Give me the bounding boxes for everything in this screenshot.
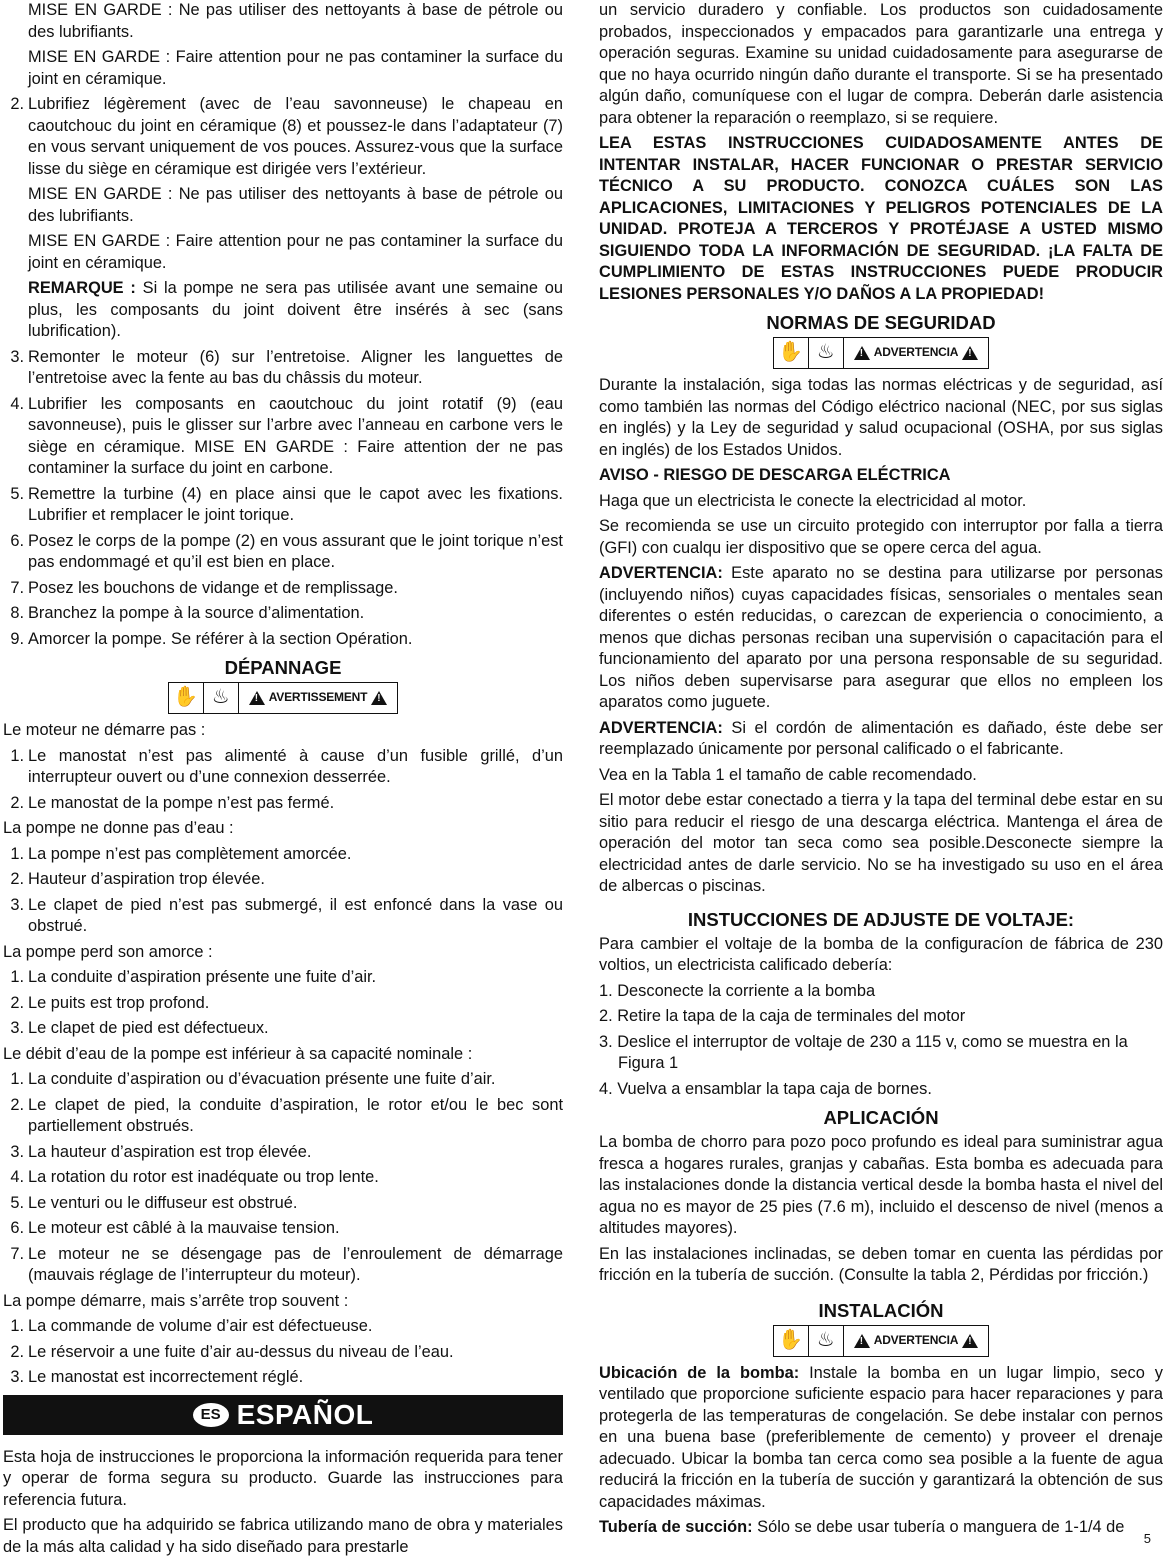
caution-text: MISE EN GARDE : Faire attention pour ne pas contaminer la surface du joint en céramique. [28, 232, 563, 272]
warning-triangle-icon [854, 1334, 870, 1348]
item-text: Remonter le moteur (6) sur l’entretoise. Aligner les languettes de l’entretoise avec la fente au bas du châssis du moteur. [28, 347, 563, 387]
list-item [3, 967, 563, 989]
list-item [3, 1342, 563, 1364]
section-title-instalacion: INSTALACIÓN [818, 1299, 944, 1321]
warning-paragraph: ADVERTENCIA: Si el cordón de alimentación es dañado, éste debe ser reemplazado únicamente por personal calificado o el fabricante. [599, 718, 1163, 758]
symptom-heading: Le moteur ne démarre pas : [3, 721, 206, 739]
item-number: 2. [10, 1342, 24, 1361]
item-number: 1. [10, 746, 24, 765]
suction-paragraph: Tubería de succión: Sólo se debe usar tubería o manguera de 1-1/4 de [599, 1518, 1125, 1536]
item-text: Lubrifier les composants en caoutchouc du joint rotatif (9) (eau savonneuse), puis le glisser sur l’arbre avec l’anneau en carbone vers le siège en céramique. MISE EN GARDE : Faire attention der ne pas contaminer la surface du joint en carbone. [28, 394, 563, 477]
item-text: Le moteur ne se désengage pas de l’enroulement de démarrage (mauvais réglage de l’interrupteur du moteur). [28, 1244, 563, 1284]
item-number: 3. [10, 1142, 24, 1161]
item-text: La pompe n’est pas complètement amorcée. [28, 844, 352, 863]
list-item [3, 869, 563, 891]
list-item [3, 993, 563, 1015]
warning-triangle-icon [962, 346, 978, 360]
troubleshooting-groups [3, 720, 563, 1389]
warning-triangle-icon [371, 691, 387, 705]
location-paragraph: Ubicación de la bomba: Instale la bomba en un lugar limpio, seco y ventilado que proporcione suficiente espacio para hacer reparaciones y para protegerla de las temperaturas de congelación. Se debe instalar con pernos en una buena base (preferiblemente de cemento) y proveer el drenaje adecuado. Ubicar la bomba tan cerca como sea posible a la fuente de agua reducirá la fricción en la tubería de succión y garantizará la obtención de sus capacidades máximas. [599, 1363, 1163, 1511]
section-title-normas: NORMAS DE SEGURIDAD [766, 312, 996, 333]
item-number: 1. [10, 844, 24, 863]
list-item [3, 1018, 563, 1040]
item-text: Le clapet de pied est défectueux. [28, 1019, 269, 1037]
item-number: 3. [10, 347, 24, 366]
item-text: Hauteur d’aspiration trop élevée. [28, 870, 265, 888]
item-text: Le moteur est câblé à la mauvaise tension. [28, 1219, 340, 1237]
item-text: La conduite d’aspiration présente une fuite d’air. [28, 968, 377, 986]
item-number: 9. [10, 629, 24, 648]
hand-hazard-icon: ✋ [774, 1326, 809, 1356]
list-item [3, 347, 563, 390]
list-item [3, 1142, 563, 1164]
item-text: La commande de volume d’air est défectueuse. [28, 1317, 373, 1335]
remark-text: Si la pompe ne sera pas utilisée avant une semaine ou plus, les composants du joint doivent être insérés à sec (sans lubrification). [28, 279, 563, 340]
page-number: 5 [1143, 1530, 1151, 1546]
voltage-paragraph: Para cambier el voltaje de la bomba de la configuracíon de fábrica de 230 voltios, un electricista calificado debería: [599, 934, 1163, 974]
list-item [3, 1316, 563, 1338]
right-column [599, 0, 1163, 1543]
list-item [3, 1167, 563, 1189]
list-item [3, 1095, 563, 1138]
caution-text: MISE EN GARDE : Ne pas utiliser des nettoyants à base de pétrole ou des lubrifiants. [28, 1, 563, 41]
list-item [3, 578, 563, 600]
list-item [3, 1069, 563, 1091]
list-item [3, 629, 563, 651]
section-title-depannage: DÉPANNAGE [224, 657, 342, 678]
item-text: Le puits est trop profond. [28, 993, 210, 1012]
remark-label: REMARQUE : [28, 279, 136, 297]
list-item [3, 394, 563, 480]
banner-title: ESPAÑOL [236, 1398, 374, 1430]
item-number: 2. [10, 1095, 24, 1114]
motor-paragraph: El motor debe estar conectado a tierra y la tapa del terminal debe estar en su sitio para reducir el riesgo de una descarga eléctrica. Mantenga el área de operación del motor tan seca como sea posible.Desconecte siempre la electricidad antes de darle servicio. No se ha investigado su uso en el área de albercas o piscinas. [599, 791, 1163, 895]
item-number: 7. [10, 1244, 24, 1263]
item-text: Le réservoir a une fuite d’air au-dessus du niveau de l’eau. [28, 1342, 454, 1361]
remark-paragraph [3, 278, 563, 343]
left-column [3, 0, 563, 1562]
item-text: Le manostat de la pompe n’est pas fermé. [28, 793, 335, 812]
caution-text: MISE EN GARDE : Ne pas utiliser des nettoyants à base de pétrole ou des lubrifiants. [28, 185, 563, 225]
item-number: 1. [10, 1317, 24, 1335]
warning-block [3, 682, 563, 714]
symptom-heading: La pompe ne donne pas d’eau : [3, 819, 234, 837]
fire-hazard-icon: ♨ [809, 1326, 844, 1356]
item-text: Posez les bouchons de vidange et de remplissage. [28, 578, 398, 597]
warning-block [599, 1325, 1163, 1357]
intro-paragraph: Esta hoja de instrucciones le proporciona la información requerida para tener y operar de forma segura su producto. Guarde las instrucciones para referencia futura. [3, 1447, 563, 1509]
fire-hazard-icon: ♨ [204, 683, 239, 713]
warning-triangle-icon [962, 1334, 978, 1348]
warning-label: ADVERTENCIA [873, 1332, 959, 1347]
list-item [3, 1193, 563, 1215]
item-number: 3. [10, 1368, 24, 1386]
application-paragraph: La bomba de chorro para pozo poco profundo es ideal para suministrar agua fresca a hogares rurales, granjas y cabañas. Esta bomba es adecuada para las instalaciones donde la distancia vertical desde la bomba hasta el nivel del agua no es mayor de 25 pies (7.6 m), incluido el descenso de nivel (menos a altitudes mayores). [599, 1133, 1163, 1237]
item-text: La hauteur d’aspiration est trop élevée. [28, 1142, 312, 1161]
list-item [3, 1367, 563, 1389]
item-number: 7. [10, 578, 24, 597]
list-item [3, 844, 563, 866]
caution-text: MISE EN GARDE : Faire attention pour ne pas contaminer la surface du joint en céramique. [28, 48, 563, 88]
item-text: Le manostat n’est pas alimenté à cause d’un fusible grillé, d’un interrupteur ouvert ou d’une connexion desserrée. [28, 746, 563, 786]
warning-triangle-icon [854, 346, 870, 360]
voltage-step: 1. Desconecte la corriente a la bomba [599, 981, 876, 1000]
item-text: La conduite d’aspiration ou d’évacuation présente une fuite d’air. [28, 1070, 496, 1088]
list-item: 2. Lubrifiez légèrement (avec de l’eau savonneuse) le chapeau en caoutchouc du joint en céramique (8) et poussez-le dans l’adaptateur (7) en vous servant uniquement de vos pouces. Assurez-vous que la surface lisse du siège en céramique est dirigée vers l’extérieur. [3, 94, 563, 180]
language-banner [3, 1395, 563, 1435]
voltage-step: 4. Vuelva a ensamblar la tapa caja de bornes. [599, 1079, 932, 1098]
symptom-heading: La pompe perd son amorce : [3, 942, 213, 961]
intro-paragraph: El producto que ha adquirido se fabrica utilizando mano de obra y materiales de la más alta calidad y ha sido diseñado para prestarle [3, 1516, 563, 1556]
item-number: 3. [10, 895, 24, 914]
list-item [3, 484, 563, 527]
list-item [3, 1244, 563, 1287]
item-number: 5. [10, 1193, 24, 1212]
intro-continuation: un servicio duradero y confiable. Los productos son cuidadosamente probados, inspeccionados y empacados para garantizarle una entrega y operación seguras. Examine su unidad cuidadosamente para asegurarse de que no haya ocurrido ningún daño durante el transporte. Si se ha presentado algún daño, comuníquese con el lugar de compra. Deberán darle asistencia para obtener la reparación o reemplazo, si se requiere. [599, 1, 1163, 127]
item-text: Le clapet de pied, la conduite d’aspiration, le rotor et/ou le bec sont partiellement obstrués. [28, 1095, 563, 1135]
item-number: 6. [10, 531, 24, 550]
item-number: 4. [10, 1168, 24, 1186]
steps-list [3, 347, 563, 651]
item-text: Branchez la pompe à la source d’alimentation. [28, 604, 365, 622]
item-number: 4. [10, 394, 24, 413]
hand-hazard-icon: ✋ [169, 683, 204, 713]
item-text: Le clapet de pied n’est pas submergé, il est enfoncé dans la vase ou obstrué. [28, 895, 563, 935]
section-title-voltage: INSTUCCIONES DE ADJUSTE DE VOLTAJE: [687, 908, 1075, 930]
warning-label: ADVERTENCIA [873, 345, 959, 360]
language-badge: ES [193, 1403, 229, 1427]
list-item [3, 1218, 563, 1240]
cable-note: Vea en la Tabla 1 el tamaño de cable recomendado. [599, 765, 977, 784]
item-number: 8. [10, 604, 24, 622]
electric-shock-heading: AVISO - RIESGO DE DESCARGA ELÉCTRICA [599, 466, 951, 484]
item-text: Amorcer la pompe. Se référer à la section Opération. [28, 629, 413, 648]
item-number: 1. [10, 1070, 24, 1088]
item-number: 3. [10, 1019, 24, 1037]
fire-hazard-icon: ♨ [809, 338, 844, 368]
item-text: Posez le corps de la pompe (2) en vous assurant que le joint torique n’est pas endommagé et qu’il est bien en place. [28, 531, 563, 571]
hand-hazard-icon: ✋ [774, 338, 809, 368]
voltage-step: 2. Retire la tapa de la caja de terminales del motor [599, 1007, 966, 1025]
application-paragraph: En las instalaciones inclinadas, se deben tomar en cuenta las pérdidas por fricción en la tubería de succión. (Consulte la tabla 2, Pérdidas por fricción.) [599, 1244, 1163, 1284]
warning-triangle-icon [249, 691, 265, 705]
step-text: Lubrifiez légèrement (avec de l’eau savonneuse) le chapeau en caoutchouc du joint en céramique (8) et poussez-le dans l’adaptateur (7) en vous servant uniquement de vos pouces. Assurez-vous que la surface lisse du siège en céramique est dirigée vers l’extérieur. [28, 95, 563, 178]
item-number: 2. [10, 793, 24, 812]
section-title-aplicacion: APLICACIÓN [823, 1107, 939, 1128]
symptom-heading: La pompe démarre, mais s’arrête trop souvent : [3, 1291, 349, 1310]
item-number: 6. [10, 1219, 24, 1237]
item-number: 5. [10, 484, 24, 503]
safety-paragraph: Durante la instalación, siga todas las normas eléctricas y de seguridad, así como también las normas del Código eléctrico nacional (NEC, por sus siglas en inglés) y la Ley de seguridad y salud ocupacional (OSHA, por sus siglas en inglés) de los Estados Unidos. [599, 376, 1163, 459]
electric-paragraph: Se recomienda se use un circuito protegido con interruptor por falla a tierra (GFI) con cualqu ier dispositivo que se opere cerca del agua. [599, 517, 1163, 557]
list-item [3, 895, 563, 938]
item-text: Le venturi ou le diffuseur est obstrué. [28, 1193, 298, 1212]
list-item [3, 603, 563, 625]
item-number: 2. [10, 870, 24, 888]
item-text: Le manostat est incorrectement réglé. [28, 1368, 304, 1386]
item-text: Remettre la turbine (4) en place ainsi que le capot avec les fixations. Lubrifier et remplacer le joint torique. [28, 484, 563, 524]
list-item [3, 793, 563, 815]
item-number: 2. [10, 993, 24, 1012]
voltage-step: 3. Deslice el interruptor de voltaje de 230 a 115 v, como se muestra en la Figura 1 [599, 1032, 1128, 1072]
electric-paragraph: Haga que un electricista le conecte la electricidad al motor. [599, 491, 1027, 510]
warning-block [599, 337, 1163, 369]
item-text: La rotation du rotor est inadéquate ou trop lente. [28, 1168, 379, 1186]
symptom-heading: Le débit d’eau de la pompe est inférieur à sa capacité nominale : [3, 1044, 473, 1063]
read-instructions-notice: LEA ESTAS INSTRUCCIONES CUIDADOSAMENTE ANTES DE INTENTAR INSTALAR, HACER FUNCIONAR O PRESTAR SERVICIO TÉCNICO A SU PRODUCTO. CONOZCA CUÁLES SON LAS APLICACIONES, LIMITACIONES Y PELIGROS POTENCIALES DE LA UNIDAD. PROTEJA A TERCEROS Y PROTÉJASE A USTED MISMO SIGUIENDO TODA LA INFORMACIÓN DE SEGURIDAD. ¡LA FALTA DE CUMPLIMIENTO DE ESTAS INSTRUCCIONES PUEDE PRODUCIR LESIONES PERSONALES Y/O DAÑOS A LA PROPIEDAD! [599, 134, 1163, 303]
warning-label: AVERTISSEMENT [268, 690, 368, 705]
list-item [3, 531, 563, 574]
warning-paragraph: ADVERTENCIA: Este aparato no se destina para utilizarse por personas (incluyendo niños) cuyas capacidades físicas, sensoriales o mentales sean diferentes o estén reducidas, o carezcan de experiencia o conocimiento, a menos que dichas personas reciban una supervisión o capacitación para el funcionamiento del aparato por una persona responsable de su seguridad. Los niños deben supervisarse para asegurar que ellos no empleen los aparatos como juguete. [599, 564, 1163, 711]
item-number: 1. [10, 968, 24, 986]
list-item [3, 746, 563, 789]
